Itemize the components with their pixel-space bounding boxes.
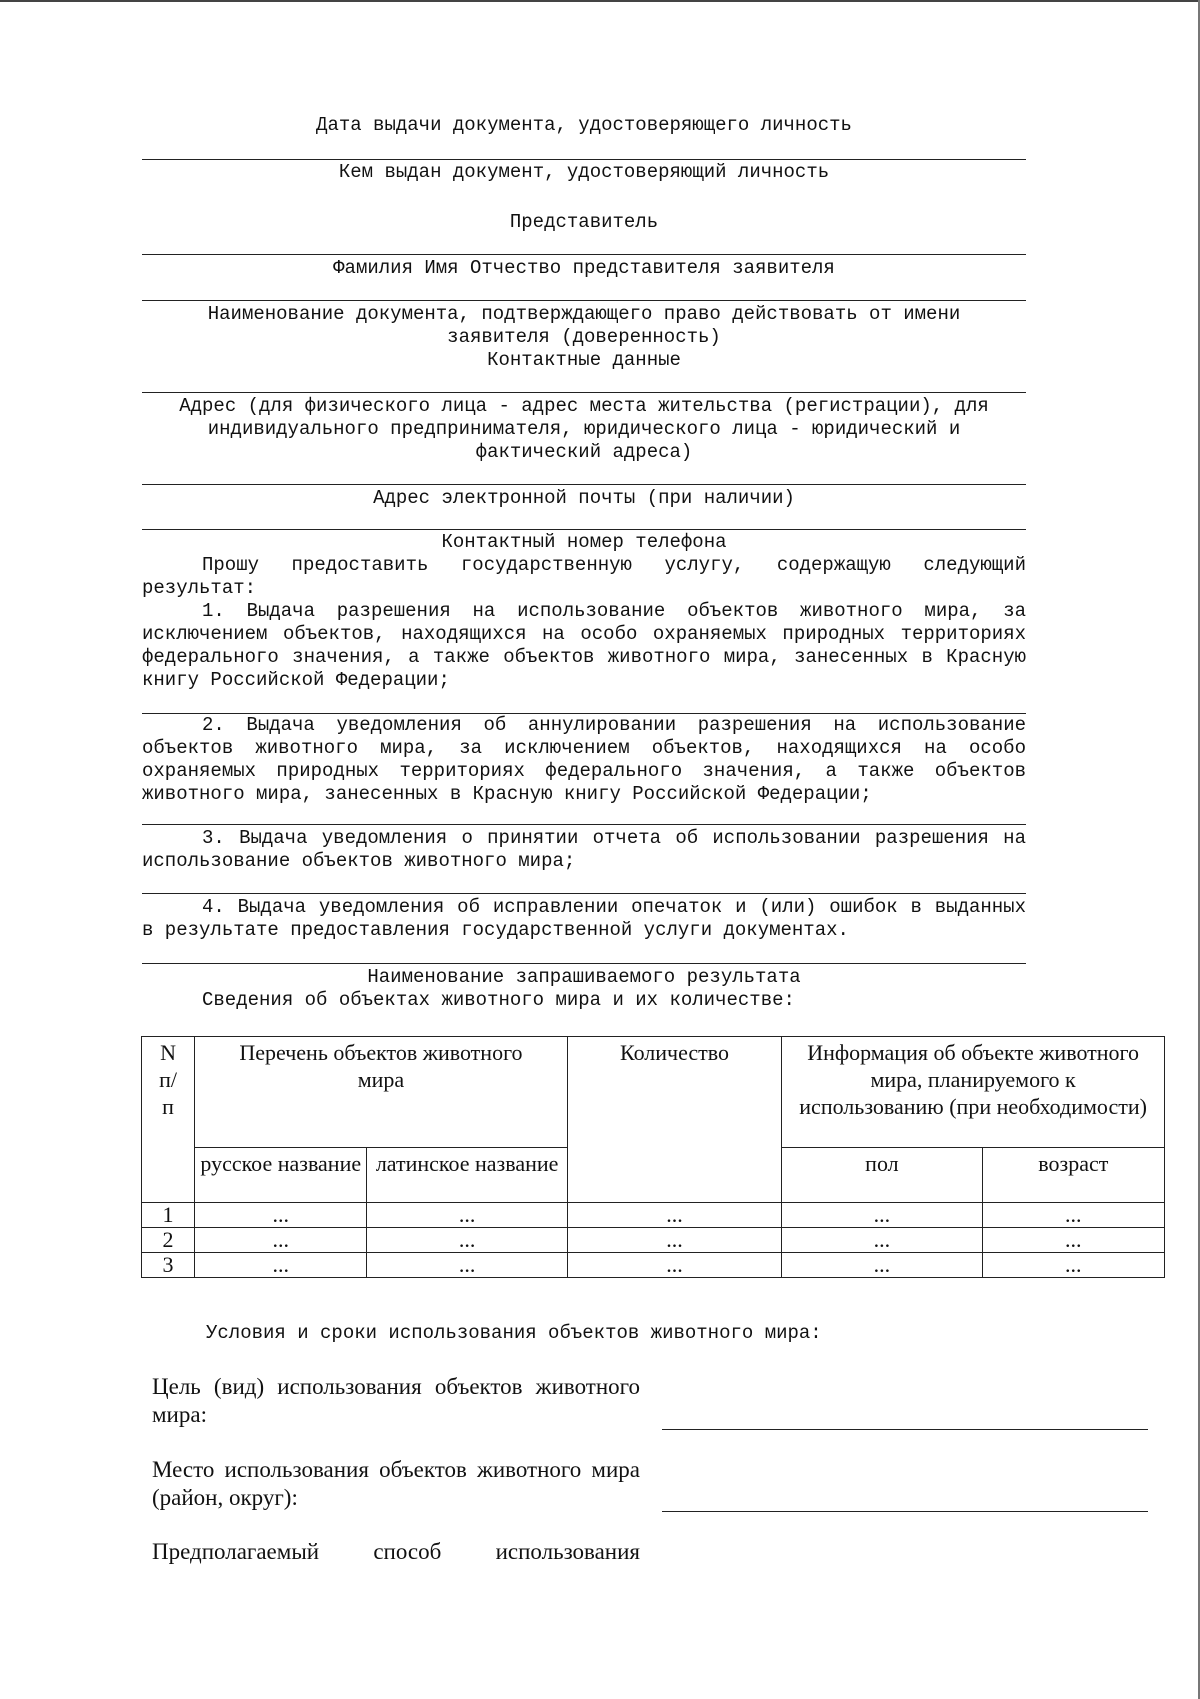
cell-age: ... [982, 1253, 1164, 1278]
issued-by-caption: Кем выдан документ, удостоверяющий личность [338, 161, 830, 183]
option-2-line [142, 824, 1026, 825]
representative-name-line [142, 254, 1026, 255]
address-caption-2: индивидуального предпринимателя, юридического лица - юридический и [207, 418, 961, 440]
contacts-heading: Контактные данные [487, 349, 681, 371]
cell-latin: ... [367, 1253, 567, 1278]
phone-caption: Контактный номер телефона [441, 531, 727, 553]
row-number: 1 [142, 1203, 195, 1228]
table-row [142, 1228, 1165, 1253]
cell-sex: ... [782, 1228, 982, 1253]
place-input-line[interactable] [662, 1511, 1148, 1512]
representative-doc-caption-1: Наименование документа, подтверждающего право действовать от имени [207, 303, 961, 325]
address-line [142, 392, 1026, 393]
col-quantity-header: Количество [567, 1037, 781, 1203]
sub-russian-header: русское название [195, 1148, 367, 1203]
email-caption: Адрес электронной почты (при наличии) [373, 487, 795, 509]
cell-russian: ... [195, 1253, 367, 1278]
email-line [142, 484, 1026, 485]
conditions-title: Условия и сроки использования объектов животного мира: [206, 1322, 822, 1344]
address-caption-1: Адрес (для физического лица - адрес места жительства (регистрации), для [179, 395, 989, 417]
request-option-4: 4. Выдача уведомления об исправлении опечаток и (или) ошибок в выданных в результате предоставления государственной услуги документах. [142, 896, 1026, 941]
result-line [142, 963, 1026, 964]
col-info-header: Информация об объекте животного мира, планируемого к использованию (при необходимости) [782, 1037, 1165, 1148]
sub-age-header: возраст [982, 1148, 1164, 1203]
cell-latin: ... [367, 1203, 567, 1228]
row-number: 2 [142, 1228, 195, 1253]
cell-sex: ... [782, 1253, 982, 1278]
request-intro: Прошу предоставить государственную услугу, содержащую следующий результат: [142, 554, 1026, 599]
table-row [142, 1253, 1165, 1278]
representative-doc-caption-2: заявителя (доверенность) [447, 326, 721, 348]
issued-by-line [142, 159, 1026, 160]
phone-line [142, 529, 1026, 530]
representative-heading: Представитель [509, 211, 659, 233]
animals-table [141, 1036, 1165, 1278]
purpose-label: Цель (вид) использования объектов животного мира: [152, 1374, 640, 1427]
sub-latin-header: латинское название [367, 1148, 567, 1203]
animals-intro: Сведения об объектах животного мира и их количестве: [202, 989, 795, 1011]
table-row [142, 1203, 1165, 1228]
cell-age: ... [982, 1203, 1164, 1228]
method-label: Предполагаемый способ использования [152, 1539, 640, 1564]
scan-top-edge [0, 0, 1200, 2]
cell-sex: ... [782, 1203, 982, 1228]
cell-russian: ... [195, 1228, 367, 1253]
col-num-header: N п/ п [142, 1037, 195, 1203]
issue-date-caption: Дата выдачи документа, удостоверяющего личность [316, 114, 852, 136]
row-number: 3 [142, 1253, 195, 1278]
option-3-line [142, 893, 1026, 894]
cell-quantity: ... [567, 1228, 781, 1253]
col-list-header: Перечень объектов животного мира [195, 1037, 568, 1148]
cell-russian: ... [195, 1203, 367, 1228]
request-option-1: 1. Выдача разрешения на использование объектов животного мира, за исключением объектов, находящихся на особо охраняемых природных территориях федерального значения, а также объектов животного мира, занесенных в Красную книгу Российской Федерации; [142, 600, 1026, 691]
representative-name-caption: Фамилия Имя Отчество представителя заявителя [333, 257, 835, 279]
place-label: Место использования объектов животного мира (район, округ): [152, 1457, 640, 1510]
representative-doc-line [142, 300, 1026, 301]
sub-sex-header: пол [782, 1148, 982, 1203]
cell-quantity: ... [567, 1253, 781, 1278]
request-option-3: 3. Выдача уведомления о принятии отчета об использовании разрешения на использование объектов животного мира; [142, 827, 1026, 872]
purpose-input-line[interactable] [662, 1429, 1148, 1430]
cell-latin: ... [367, 1228, 567, 1253]
request-option-2: 2. Выдача уведомления об аннулировании разрешения на использование объектов животного мира, за исключением объектов, находящихся на особо охраняемых природных территориях федерального значения, а также объектов животного мира, занесенных в Красную книгу Российской Федерации; [142, 714, 1026, 805]
result-caption: Наименование запрашиваемого результата [367, 966, 801, 988]
cell-age: ... [982, 1228, 1164, 1253]
cell-quantity: ... [567, 1203, 781, 1228]
address-caption-3: фактический адреса) [475, 441, 693, 463]
